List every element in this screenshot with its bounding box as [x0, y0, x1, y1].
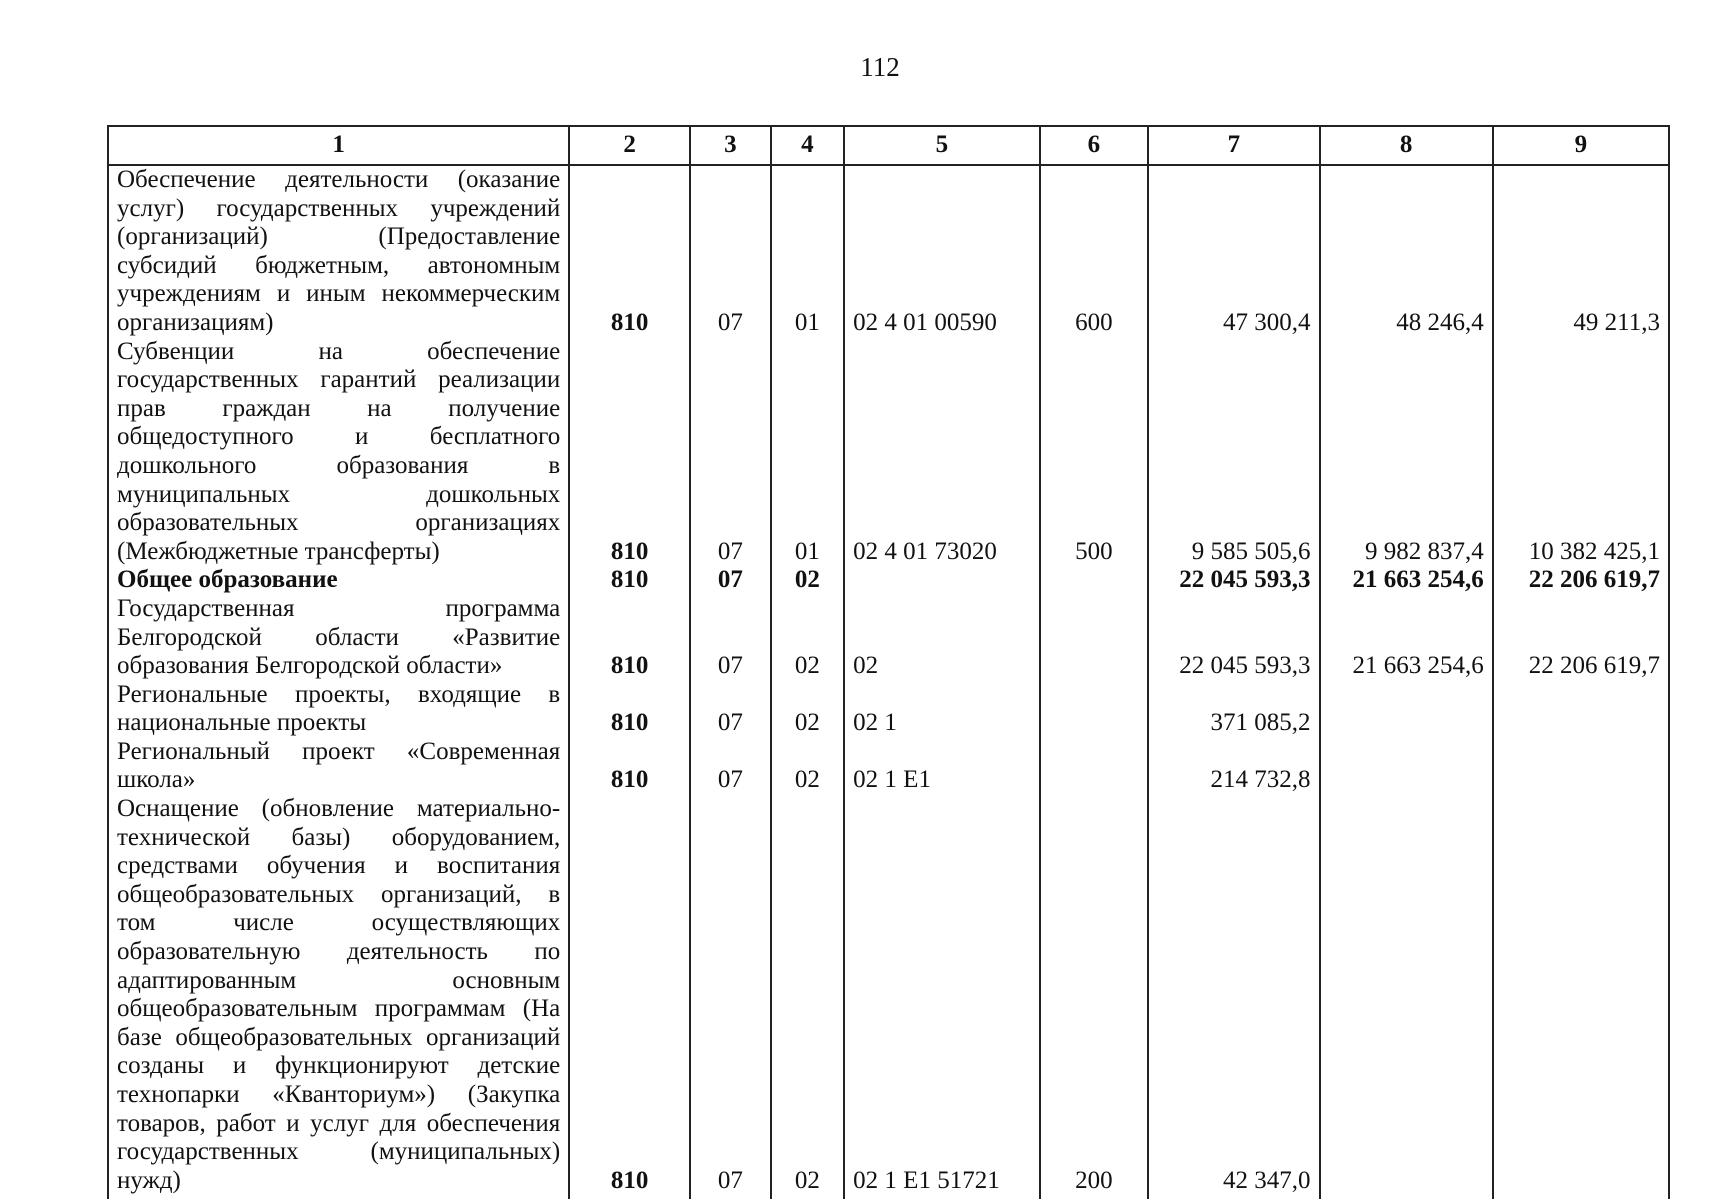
row-target-article: 02: [844, 595, 1039, 681]
header-col-4: 4: [771, 126, 845, 165]
row-subsection-code: 02: [771, 738, 845, 795]
row-amount-year-1: 371 085,2: [1148, 681, 1319, 738]
table-row: [108, 738, 1669, 795]
row-target-article: [844, 566, 1039, 595]
row-subsection-code: 02: [771, 795, 845, 1199]
row-name: Субвенции на обеспечение государственных гарантий реализации прав граждан на получение общедоступного и бесплатного дошкольного образования в муниципальных дошкольных образовательных организациях (Межбюджетные трансферты): [108, 338, 569, 567]
row-amount-year-3: [1493, 738, 1669, 795]
header-col-9: 9: [1493, 126, 1669, 165]
row-ministry-code: 810: [569, 165, 690, 338]
table-row: [108, 681, 1669, 738]
row-target-article: 02 4 01 00590: [844, 165, 1039, 338]
row-section-code: 07: [690, 738, 771, 795]
row-amount-year-2: [1320, 681, 1493, 738]
row-expense-type: 500: [1040, 338, 1149, 567]
row-amount-year-2: 48 246,4: [1320, 165, 1493, 338]
budget-table: [107, 125, 1670, 1199]
row-ministry-code: 810: [569, 795, 690, 1199]
table-row: [108, 595, 1669, 681]
row-section-code: 07: [690, 566, 771, 595]
table-row: [108, 795, 1669, 1199]
row-amount-year-2: 21 663 254,6: [1320, 566, 1493, 595]
row-ministry-code: 810: [569, 595, 690, 681]
row-subsection-code: 02: [771, 566, 845, 595]
row-expense-type: 600: [1040, 165, 1149, 338]
row-amount-year-3: [1493, 681, 1669, 738]
row-amount-year-2: [1320, 738, 1493, 795]
row-expense-type: [1040, 738, 1149, 795]
header-col-7: 7: [1148, 126, 1319, 165]
row-name: Обеспечение деятельности (оказание услуг) государственных учреждений (организаций) (Предоставление субсидий бюджетным, автономным учреждениям и иным некоммерческим организациям): [108, 165, 569, 338]
row-section-code: 07: [690, 795, 771, 1199]
row-amount-year-3: [1493, 795, 1669, 1199]
row-section-code: 07: [690, 338, 771, 567]
row-expense-type: [1040, 681, 1149, 738]
table-row-section: [108, 566, 1669, 595]
row-name: Региональный проект «Современная школа»: [108, 738, 569, 795]
row-expense-type: [1040, 566, 1149, 595]
row-name: Оснащение (обновление материально-технической базы) оборудованием, средствами обучения и воспитания общеобразовательных организаций, в том числе осуществляющих образовательную деятельность по адаптированным основным общеобразовательным программам (На базе общеобразовательных организаций созданы и функционируют детские технопарки «Кванториум») (Закупка товаров, работ и услуг для обеспечения государственных (муниципальных) нужд): [108, 795, 569, 1199]
row-target-article: 02 4 01 73020: [844, 338, 1039, 567]
row-amount-year-2: 21 663 254,6: [1320, 595, 1493, 681]
header-col-3: 3: [690, 126, 771, 165]
row-subsection-code: 02: [771, 595, 845, 681]
header-col-1: 1: [108, 126, 569, 165]
row-amount-year-1: 22 045 593,3: [1148, 566, 1319, 595]
row-name: Государственная программа Белгородской области «Развитие образования Белгородской области»: [108, 595, 569, 681]
budget-table-container: [107, 125, 1670, 1194]
row-ministry-code: 810: [569, 681, 690, 738]
header-col-2: 2: [569, 126, 690, 165]
row-section-code: 07: [690, 681, 771, 738]
row-section-code: 07: [690, 165, 771, 338]
row-subsection-code: 02: [771, 681, 845, 738]
header-col-8: 8: [1320, 126, 1493, 165]
row-amount-year-1: 22 045 593,3: [1148, 595, 1319, 681]
row-subsection-code: 01: [771, 165, 845, 338]
row-expense-type: 200: [1040, 795, 1149, 1199]
row-amount-year-1: 47 300,4: [1148, 165, 1319, 338]
row-amount-year-3: 10 382 425,1: [1493, 338, 1669, 567]
row-target-article: 02 1 E1 51721: [844, 795, 1039, 1199]
row-amount-year-3: 49 211,3: [1493, 165, 1669, 338]
row-section-code: 07: [690, 595, 771, 681]
row-target-article: 02 1 E1: [844, 738, 1039, 795]
row-expense-type: [1040, 595, 1149, 681]
row-amount-year-3: 22 206 619,7: [1493, 595, 1669, 681]
row-amount-year-3: 22 206 619,7: [1493, 566, 1669, 595]
row-amount-year-1: 214 732,8: [1148, 738, 1319, 795]
header-col-6: 6: [1040, 126, 1149, 165]
table-row: [108, 165, 1669, 338]
row-ministry-code: 810: [569, 338, 690, 567]
row-name: Общее образование: [108, 566, 569, 595]
row-amount-year-1: 9 585 505,6: [1148, 338, 1319, 567]
row-subsection-code: 01: [771, 338, 845, 567]
row-ministry-code: 810: [569, 738, 690, 795]
row-target-article: 02 1: [844, 681, 1039, 738]
row-amount-year-2: [1320, 795, 1493, 1199]
header-row: [108, 126, 1669, 165]
row-ministry-code: 810: [569, 566, 690, 595]
page-number: 112: [860, 52, 900, 82]
row-amount-year-1: 42 347,0: [1148, 795, 1319, 1199]
table-row: [108, 338, 1669, 567]
row-name: Региональные проекты, входящие в национальные проекты: [108, 681, 569, 738]
header-col-5: 5: [844, 126, 1039, 165]
row-amount-year-2: 9 982 837,4: [1320, 338, 1493, 567]
